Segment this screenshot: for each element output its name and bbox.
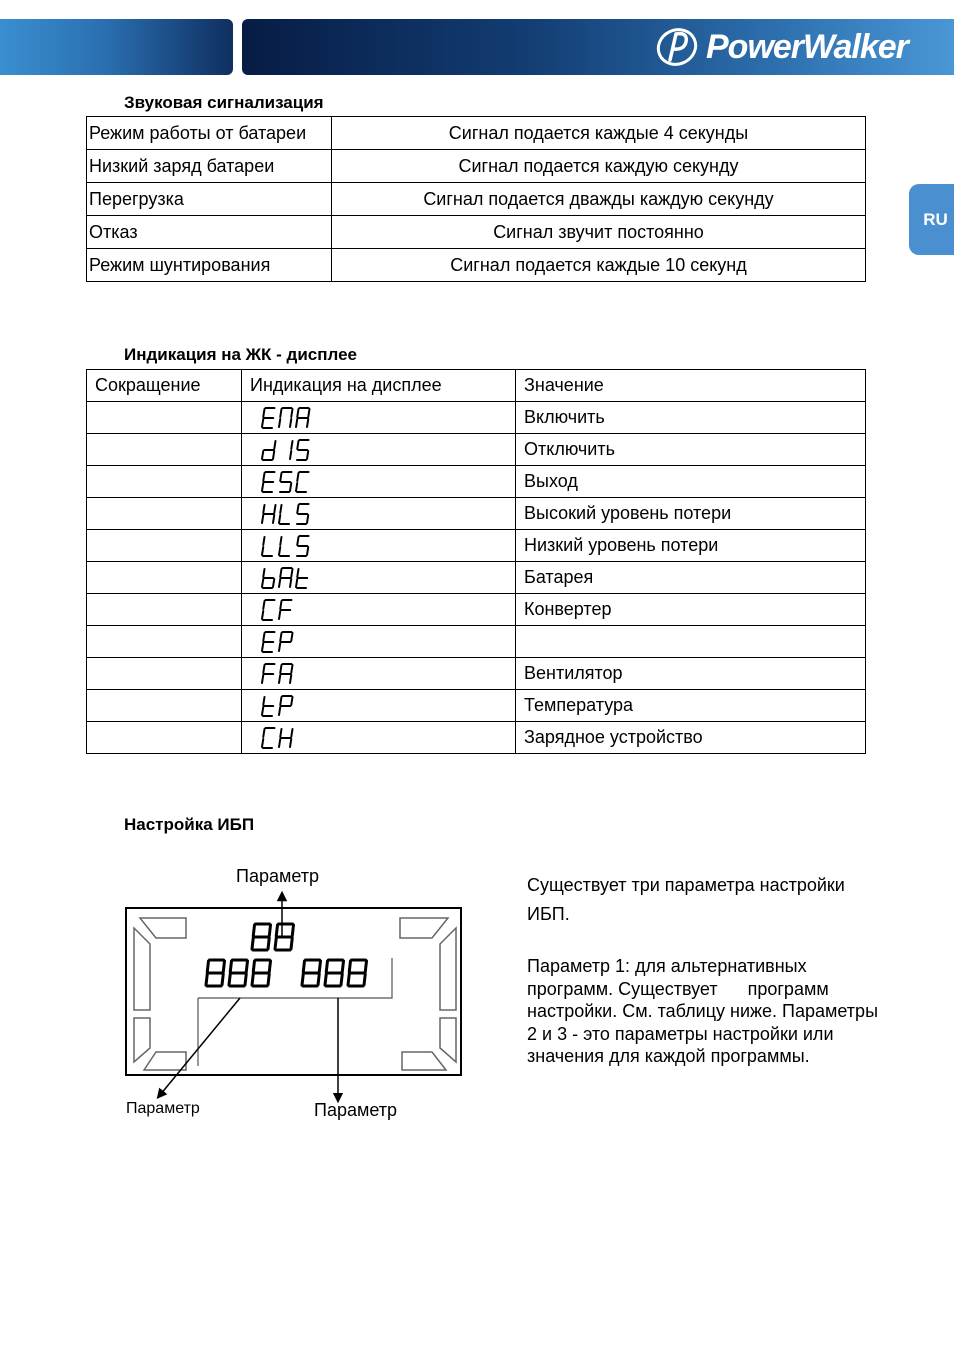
meaning-cell: Низкий уровень потери xyxy=(516,530,866,562)
lcd-segment-code xyxy=(250,564,340,592)
segment-glyph xyxy=(279,505,289,524)
segment-glyph xyxy=(262,505,276,523)
abbreviation-cell xyxy=(87,498,242,530)
table-row xyxy=(87,626,866,658)
meaning-cell: Конвертер xyxy=(516,594,866,626)
abbreviation-cell xyxy=(87,690,242,722)
meaning-cell: Зарядное устройство xyxy=(516,722,866,754)
parameter-label-left: Параметр xyxy=(126,1100,200,1117)
table-row xyxy=(87,722,866,754)
abbreviation-cell xyxy=(87,434,242,466)
lcd-table xyxy=(86,369,866,754)
alarm-mode-cell: Перегрузка xyxy=(87,183,332,216)
display-cell xyxy=(242,562,516,594)
table-row xyxy=(87,117,866,150)
lcd-segment-code xyxy=(250,628,340,656)
meaning-cell xyxy=(516,626,866,658)
segment-glyph xyxy=(297,536,309,556)
lcd-segment-code xyxy=(250,436,340,464)
display-cell xyxy=(242,498,516,530)
abbreviation-cell xyxy=(87,402,242,434)
parameter-label-top: Параметр xyxy=(236,866,320,886)
display-cell xyxy=(242,594,516,626)
segment-glyph xyxy=(296,569,307,588)
lcd-segment-code xyxy=(250,404,340,432)
lcd-segment-code xyxy=(250,724,340,752)
segment-glyph xyxy=(279,664,293,683)
abbreviation-cell xyxy=(87,562,242,594)
table-row xyxy=(87,466,866,498)
segment-glyph xyxy=(279,408,293,427)
segment-glyph xyxy=(296,408,310,427)
display-cell xyxy=(242,530,516,562)
alarm-table xyxy=(86,116,866,282)
table-row xyxy=(87,530,866,562)
abbreviation-cell xyxy=(87,626,242,658)
segment-glyph xyxy=(279,600,292,619)
segment-glyph xyxy=(262,472,275,492)
column-header-meaning: Значение xyxy=(516,370,866,402)
column-header-display: Индикация на дисплее xyxy=(242,370,516,402)
display-cell xyxy=(242,722,516,754)
alarm-signal-cell: Сигнал подается каждые 4 секунды xyxy=(332,117,866,150)
alarm-mode-cell: Режим шунтирования xyxy=(87,249,332,282)
abbreviation-cell xyxy=(87,722,242,754)
segment-glyph xyxy=(279,632,293,651)
alarm-mode-cell: Низкий заряд батареи xyxy=(87,150,332,183)
segment-glyph xyxy=(279,537,289,556)
segment-glyph xyxy=(262,441,276,460)
segment-glyph xyxy=(262,408,275,428)
column-header-abbreviation: Сокращение xyxy=(87,370,242,402)
segment-glyph xyxy=(262,569,274,588)
abbreviation-cell xyxy=(87,530,242,562)
abbreviation-cell xyxy=(87,594,242,626)
lcd-segment-code xyxy=(250,596,340,624)
table-row xyxy=(87,402,866,434)
lcd-section-title: Индикация на ЖК - дисплее xyxy=(124,345,357,364)
setup-description-intro: Существует три параметра настройки ИБП. xyxy=(527,875,845,924)
meaning-cell: Температура xyxy=(516,690,866,722)
segment-glyph xyxy=(290,441,293,459)
display-cell xyxy=(242,466,516,498)
alarm-signal-cell: Сигнал звучит постоянно xyxy=(332,216,866,249)
meaning-cell: Включить xyxy=(516,402,866,434)
display-cell xyxy=(242,626,516,658)
meaning-cell: Батарея xyxy=(516,562,866,594)
alarm-signal-cell: Сигнал подается каждую секунду xyxy=(332,150,866,183)
table-row xyxy=(87,658,866,690)
table-row xyxy=(87,434,866,466)
lcd-segment-code xyxy=(250,692,340,720)
segment-glyph xyxy=(279,568,293,587)
abbreviation-cell xyxy=(87,658,242,690)
alarm-mode-cell: Режим работы от батареи xyxy=(87,117,332,150)
segment-glyph xyxy=(262,728,275,748)
segment-glyph xyxy=(280,472,292,492)
brand-name: PowerWalker xyxy=(706,27,908,66)
alarm-signal-cell: Сигнал подается каждые 10 секунд xyxy=(332,249,866,282)
lcd-segment-code xyxy=(250,500,340,528)
segment-glyph xyxy=(297,440,309,460)
segment-glyph xyxy=(279,729,293,747)
lcd-panel-diagram xyxy=(120,890,470,1105)
lcd-segment-code xyxy=(250,532,340,560)
alarm-mode-cell: Отказ xyxy=(87,216,332,249)
alarm-signal-cell: Сигнал подается дважды каждую секунду xyxy=(332,183,866,216)
table-row xyxy=(87,249,866,282)
meaning-cell: Высокий уровень потери xyxy=(516,498,866,530)
meaning-cell: Выход xyxy=(516,466,866,498)
segment-glyph xyxy=(279,696,293,715)
table-row xyxy=(87,216,866,249)
meaning-cell: Отключить xyxy=(516,434,866,466)
segment-glyph xyxy=(262,632,275,652)
segment-glyph xyxy=(262,697,273,716)
display-cell xyxy=(242,434,516,466)
table-row xyxy=(87,562,866,594)
meaning-cell: Вентилятор xyxy=(516,658,866,690)
segment-glyph xyxy=(262,600,275,620)
display-cell xyxy=(242,658,516,690)
segment-glyph xyxy=(297,504,309,524)
header-bar-left xyxy=(0,19,233,75)
lcd-segment-code xyxy=(250,468,340,496)
table-row xyxy=(87,150,866,183)
setup-section-title: Настройка ИБП xyxy=(124,815,255,834)
brand-logo-icon xyxy=(654,24,700,70)
language-tab[interactable]: RU xyxy=(909,184,954,255)
parameter-label-right: Параметр xyxy=(314,1100,398,1120)
abbreviation-cell xyxy=(87,466,242,498)
table-header-row xyxy=(87,370,866,402)
brand-logo xyxy=(654,24,954,70)
lcd-segment-code xyxy=(250,660,340,688)
display-cell xyxy=(242,402,516,434)
table-row xyxy=(87,594,866,626)
table-row xyxy=(87,690,866,722)
setup-description-details: Параметр 1: для альтернативных программ. Существует программ настройки. См. таблицу ниже. Параметры 2 и 3 - это параметры настройки или значения для каждой программы. xyxy=(527,956,884,1066)
segment-glyph xyxy=(262,537,272,556)
alarm-section-title: Звуковая сигнализация xyxy=(124,93,324,112)
table-row xyxy=(87,498,866,530)
table-row xyxy=(87,183,866,216)
segment-glyph xyxy=(296,472,309,492)
segment-glyph xyxy=(262,664,275,683)
display-cell xyxy=(242,690,516,722)
